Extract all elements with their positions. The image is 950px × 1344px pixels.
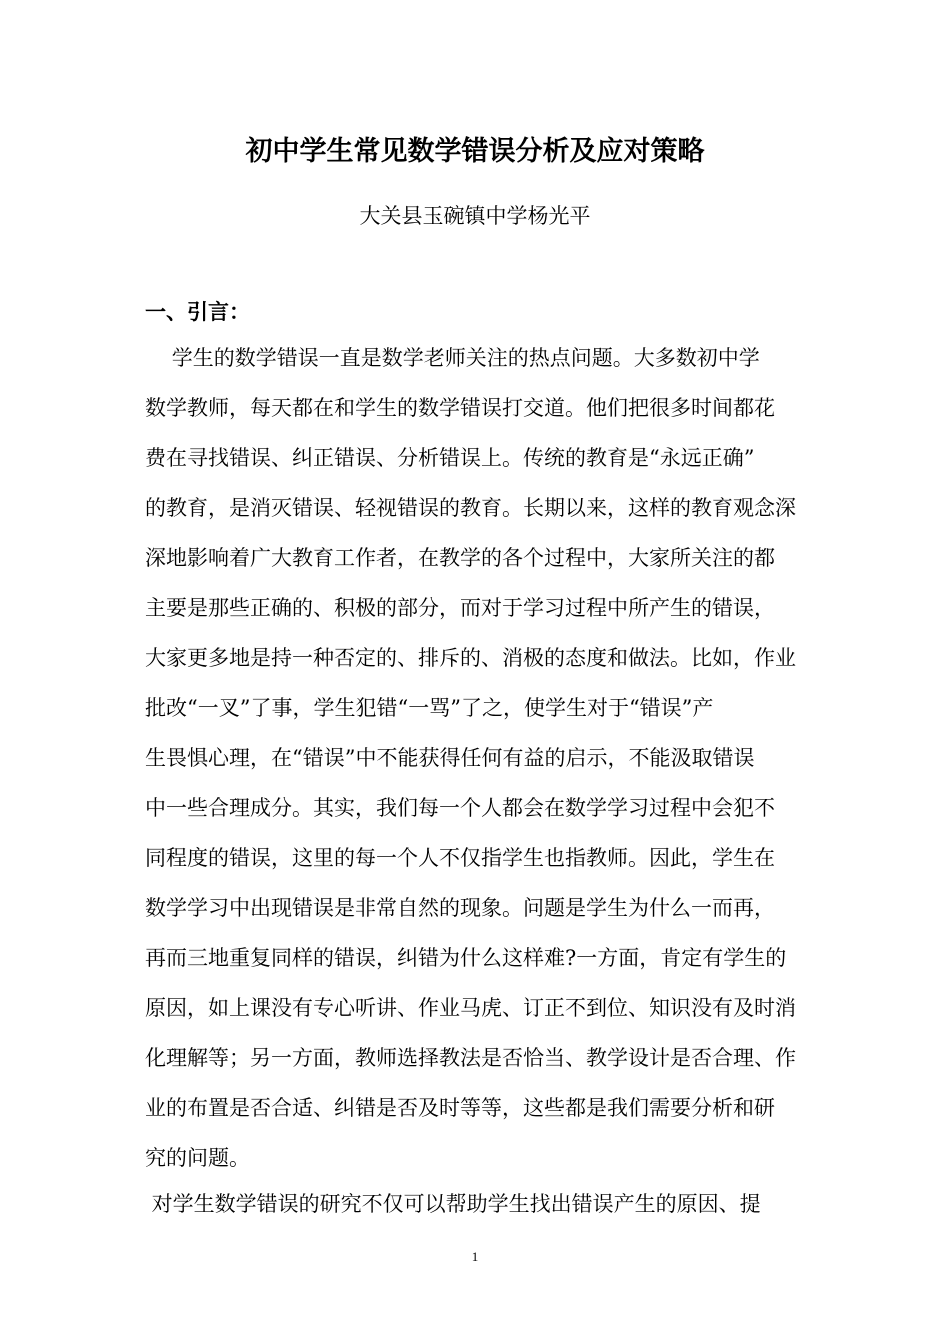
paragraph-line: 深地影响着广大教育工作者，在教学的各个过程中，大家所关注的都 (145, 546, 775, 570)
section-heading: 一、引言： (145, 299, 250, 324)
paragraph-line: 数学学习中出现错误是非常自然的现象。问题是学生为什么一而再， (145, 896, 775, 920)
paragraph-research (145, 1179, 805, 1229)
paragraph-line: 化理解等；另一方面，教师选择教法是否恰当、教学设计是否合理、作 (145, 1046, 796, 1070)
paragraph-line: 中一些合理成分。其实，我们每一个人都会在数学学习过程中会犯不 (145, 796, 775, 820)
paragraph-line: 费在寻找错误、纠正错误、分析错误上。传统的教育是“永远正确” (145, 446, 755, 470)
paragraph-line: 学生的数学错误一直是数学老师关注的热点问题。大多数初中学 (145, 346, 760, 370)
paragraph-line: 批改“一叉”了事，学生犯错“一骂”了之，使学生对于“错误”产 (145, 696, 714, 720)
author-line: 大关县玉碗镇中学杨光平 (359, 204, 591, 228)
paragraph-intro (145, 333, 805, 1183)
page-number: 1 (471, 1249, 479, 1264)
paragraph-line: 生畏惧心理，在“错误”中不能获得任何有益的启示，不能汲取错误 (145, 746, 755, 770)
paragraph-line: 业的布置是否合适、纠错是否及时等等，这些都是我们需要分析和研 (145, 1096, 775, 1120)
document-title: 初中学生常见数学错误分析及应对策略 (245, 136, 705, 167)
paragraph-line: 同程度的错误，这里的每一个人不仅指学生也指教师。因此，学生在 (145, 846, 775, 870)
paragraph-line: 原因，如上课没有专心听讲、作业马虎、订正不到位、知识没有及时消 (145, 996, 796, 1020)
paragraph-line: 再而三地重复同样的错误，纠错为什么这样难?一方面，肯定有学生的 (145, 946, 787, 970)
paragraph-line: 对学生数学错误的研究不仅可以帮助学生找出错误产生的原因、提 (145, 1192, 761, 1216)
paragraph-line: 的教育，是消灭错误、轻视错误的教育。长期以来，这样的教育观念深 (145, 496, 796, 520)
paragraph-line: 究的问题。 (145, 1146, 250, 1170)
paragraph-line: 数学教师，每天都在和学生的数学错误打交道。他们把很多时间都花 (145, 396, 775, 420)
paragraph-line: 大家更多地是持一种否定的、排斥的、消极的态度和做法。比如，作业 (145, 646, 796, 670)
paragraph-line: 主要是那些正确的、积极的部分，而对于学习过程中所产生的错误， (145, 596, 775, 620)
